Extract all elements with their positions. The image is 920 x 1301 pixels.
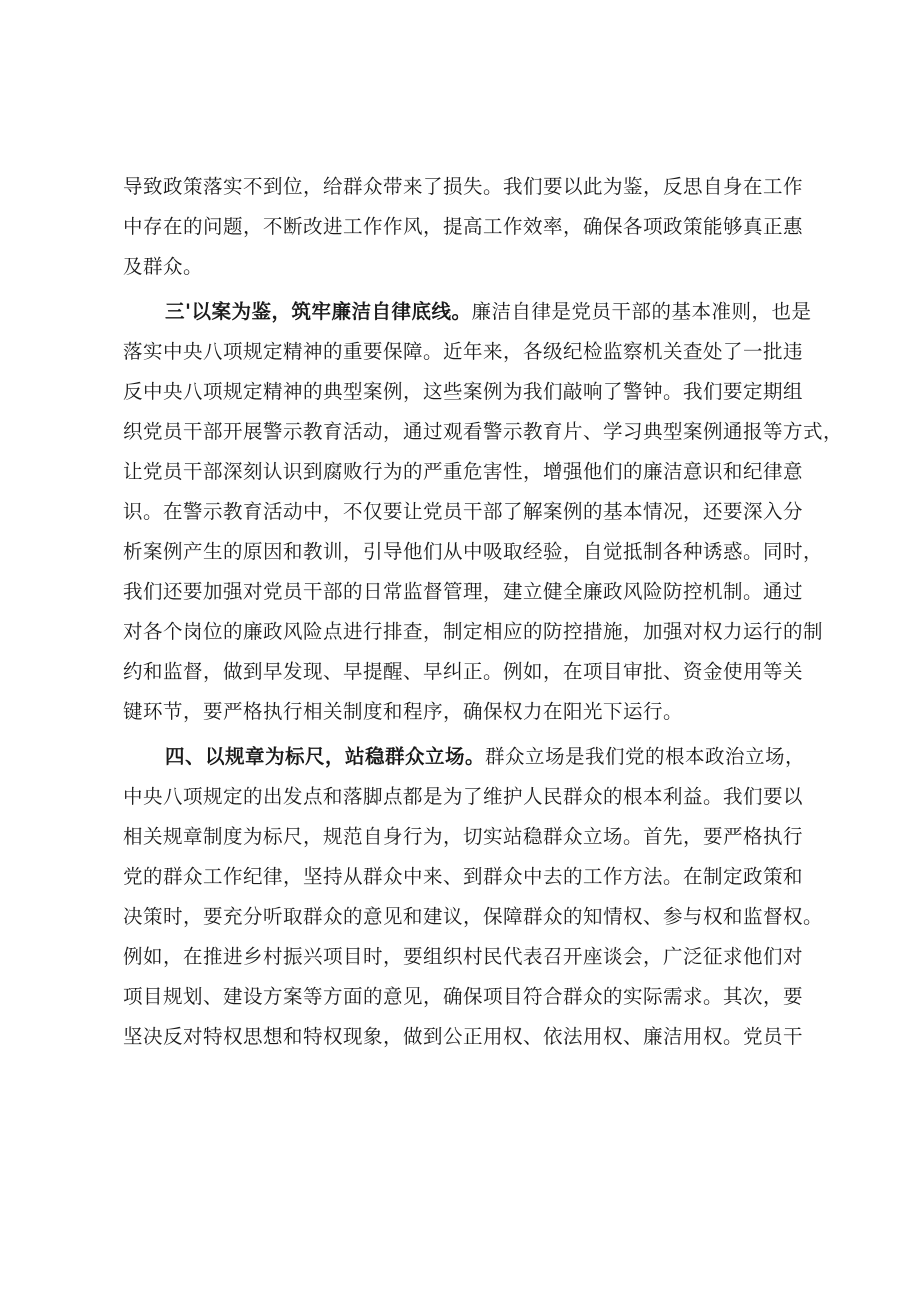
section-heading-4: 四、以规章为标尺，站稳群众立场。	[165, 745, 486, 768]
paragraph-2-line-8: 我们还要加强对党员干部的日常监督管理，建立健全廉政风险防控机制。通过	[123, 580, 804, 603]
paragraph-3-line-1-text: 群众立场是我们党的根本政治立场，	[485, 745, 806, 768]
paragraph-3-line-6: 例如，在推进乡村振兴项目时，要组织村民代表召开座谈会，广泛征求他们对	[123, 945, 804, 968]
paragraph-2-line-1	[165, 293, 812, 331]
paragraph-2-line-3: 反中央八项规定精神的典型案例，这些案例为我们敲响了警钟。我们要定期组	[123, 380, 804, 403]
paragraph-1-line-1: 导致政策落实不到位，给群众带来了损失。我们要以此为鉴，反思自身在工作	[123, 175, 804, 198]
paragraph-1-line-3: 及群众。	[123, 255, 204, 278]
paragraph-3-line-2: 中央八项规定的出发点和落脚点都是为了维护人民群众的根本利益。我们要以	[123, 785, 804, 808]
paragraph-2-line-7: 析案例产生的原因和教训，引导他们从中吸取经验，自觉抵制各种诱惑。同时，	[123, 540, 824, 563]
section-heading-3: 三'以案为鉴，筑牢廉洁自律底线。	[165, 300, 472, 323]
paragraph-1-line-2: 中存在的问题，不断改进工作作风，提高工作效率，确保各项政策能够真正惠	[123, 215, 804, 238]
paragraph-3-line-7: 项目规划、建设方案等方面的意见，确保项目符合群众的实际需求。其次，要	[123, 985, 804, 1008]
paragraph-2-line-11: 键环节，要严格执行相关制度和程序，确保权力在阳光下运行。	[123, 700, 684, 723]
paragraph-2-line-5: 让党员干部深刻认识到腐败行为的严重危害性，增强他们的廉洁意识和纪律意	[123, 460, 804, 483]
paragraph-2-line-4: 织党员干部开展警示教育活动，通过观看警示教育片、学习典型案例通报等方式，	[123, 420, 844, 443]
paragraph-3-line-3: 相关规章制度为标尺，规范自身行为，切实站稳群众立场。首先，要严格执行	[123, 825, 804, 848]
paragraph-2-line-9: 对各个岗位的廉政风险点进行排查，制定相应的防控措施，加强对权力运行的制	[123, 620, 824, 643]
paragraph-2-line-2: 落实中央八项规定精神的重要保障。近年来，各级纪检监察机关查处了一批违	[123, 340, 804, 363]
paragraph-3-line-8: 坚决反对特权思想和特权现象，做到公正用权、依法用权、廉洁用权。党员干	[123, 1025, 804, 1048]
paragraph-3-line-4: 党的群众工作纪律，坚持从群众中来、到群众中去的工作方法。在制定政策和	[123, 865, 804, 888]
paragraph-3-line-1	[165, 738, 806, 776]
paragraph-3-line-5: 决策时，要充分听取群众的意见和建议，保障群众的知情权、参与权和监督权。	[123, 905, 824, 928]
paragraph-2-line-6: 识。在警示教育活动中，不仅要让党员干部了解案例的基本情况，还要深入分	[123, 500, 804, 523]
paragraph-2-line-10: 约和监督，做到早发现、早提醒、早纠正。例如，在项目审批、资金使用等关	[123, 660, 804, 683]
paragraph-2-line-1-text: 廉洁自律是党员干部的基本准则，也是	[471, 300, 812, 323]
